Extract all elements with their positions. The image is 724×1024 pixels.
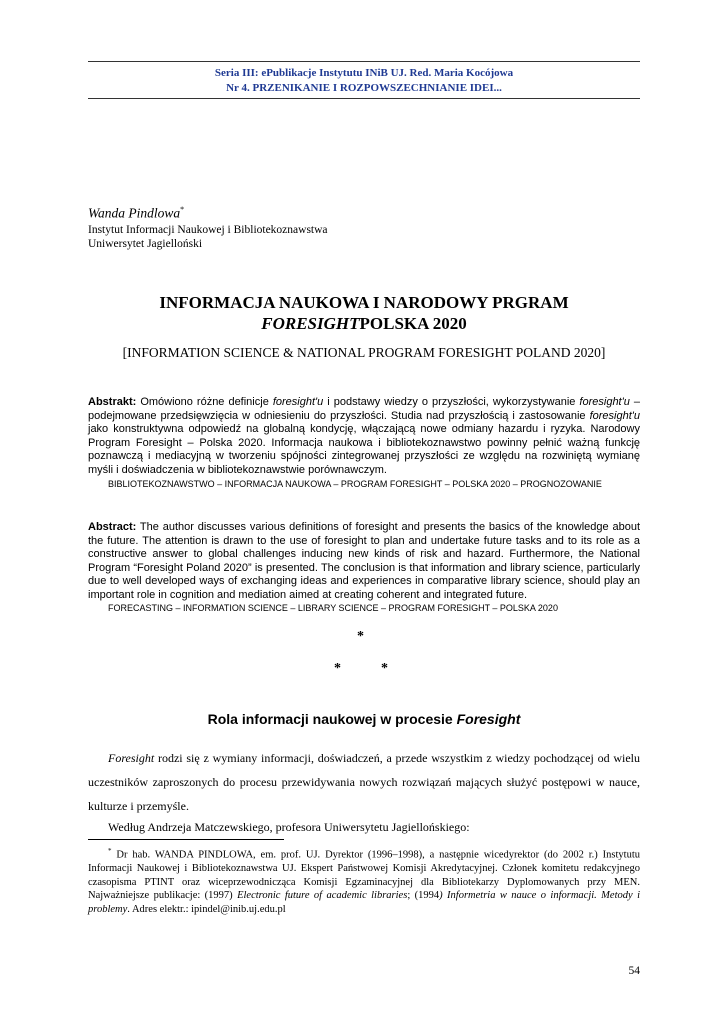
header-bottom-rule <box>88 98 640 99</box>
header-series-line: Seria III: ePublikacje Instytutu INiB UJ. Red. Maria Kocójowa <box>214 67 514 79</box>
author-name: Wanda Pindlowa* <box>88 205 185 221</box>
page-number: 54 <box>628 965 640 977</box>
abstract-polish: Abstrakt: Omówiono różne definicje foresight'u i podstawy wiedzy o przyszłości, wykorzystywanie foresight'u – podejmowane przedsięwzięcia w odniesieniu do przyszłości. Studia nad przyszłością i zastosowanie foresight'u jako konstruktywna odpowiedź na globalną kondycję, włączającą nowe odmiany hazardu i ryzyka. Narodowy Program Foresight – Polska 2020. Informacja naukowa i bibliotekoznawstwo powinny pełnić ważną funkcję poznawczą i mediacyjną w tworzeniu spójności zintegrowanej przyszłości ze względu na rozwiniętą wymianę myśli i doświadczenia w bibliotekoznawstwie porównawczym. <box>88 396 640 476</box>
footnote-author-bio: * Dr hab. WANDA PINDLOWA, em. prof. UJ. Dyrektor (1996–1998), a następnie wicedyrektor (do 2002 r.) Instytutu Informacji Naukowej i Bibliotekoznawstwa UJ. Ekspert Państwowej Komisji Akredytacyjnej. Członek komitetu redakcyjnego czasopisma PTINT oraz wiceprzewodnicząca Komisji Egzaminacyjnej dla Bibliotekarzy Dyplomowanych przy MEN. Najważniejsze publikacje: (1997) Electronic future of academic libraries; (1994) Informetria w nauce o informacji. Metody i problemy. Adres elektr.: ipindel@inib.uj.edu.pl <box>88 847 640 915</box>
header-issue-line: Nr 4. PRZENIKANIE I ROZPOWSZECHNIANIE IDEI... <box>226 82 502 94</box>
article-title <box>88 292 640 334</box>
title-line-1: INFORMACJA NAUKOWA I NARODOWY PRGRAM <box>159 293 569 312</box>
body-paragraph-1: Foresight rodzi się z wymiany informacji, doświadczeń, a przede wszystkim z wiedzy pochodzącej od wielu uczestników zaproszonych do procesu przewidywania nowych rozwiązań mających służyć postępowi w nauce, kulturze i przemyśle. <box>88 751 640 813</box>
header-top-rule <box>88 61 640 62</box>
asterism-top: * <box>357 629 364 644</box>
asterism-right: * <box>381 661 388 676</box>
section-heading: Rola informacji naukowej w procesie Foresight <box>207 711 521 727</box>
abstract-english: Abstract: The author discusses various definitions of foresight and presents the basics of the knowledge about the future. The attention is drawn to the use of foresight to plan and undertake future tasks and to its role as a constructive answer to global challenges inducing new kinds of risk and hazard. Furthermore, the National Program “Foresight Poland 2020” is presented. The conclusion is that information and library science, particularly due to well developed ways of exchanging ideas and experiences in comparative library science, should play an important role in cognition and mediation aimed at creating coherent and integrated future. <box>88 521 640 601</box>
abstract-english-label: Abstract: <box>88 521 137 533</box>
article-subtitle: [INFORMATION SCIENCE & NATIONAL PROGRAM FORESIGHT POLAND 2020] <box>122 345 606 360</box>
asterism-left: * <box>334 661 341 676</box>
footnote-separator <box>88 839 284 840</box>
abstract-polish-label: Abstrakt: <box>88 396 137 408</box>
keywords-english: FORECASTING – INFORMATION SCIENCE – LIBRARY SCIENCE – PROGRAM FORESIGHT – POLSKA 2020 <box>108 603 558 613</box>
author-affiliation-institute: Instytut Informacji Naukowej i Bibliotekoznawstwa <box>88 224 328 236</box>
body-paragraph-2: Według Andrzeja Matczewskiego, profesora Uniwersytetu Jagiellońskiego: <box>108 820 470 834</box>
keywords-polish: BIBLIOTEKOZNAWSTWO – INFORMACJA NAUKOWA – PROGRAM FORESIGHT – POLSKA 2020 – PROGNOZOWANIE <box>108 479 602 489</box>
author-affiliation-university: Uniwersytet Jagielloński <box>88 238 203 250</box>
title-line-2: FORESIGHTPOLSKA 2020 <box>261 314 467 333</box>
author-footnote-mark[interactable]: * <box>180 205 185 214</box>
